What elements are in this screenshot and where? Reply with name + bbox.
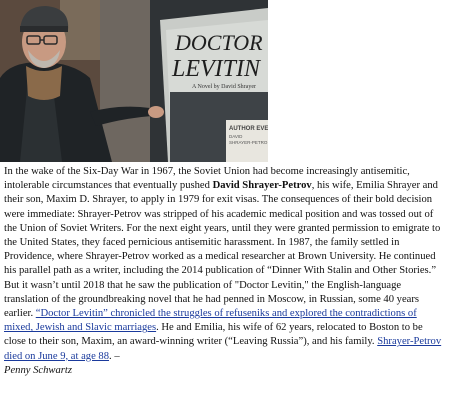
- poster-line3: SHRAYER-PETRO: [229, 140, 268, 145]
- text-after-link: . He and Emilia, his wife of 62 years, relocated to Boston to be close to their son, Maxim, an award-winning writer (“Leaving Russia”), and his family.: [4, 322, 423, 348]
- book-subtitle: A Novel by David Shrayer: [192, 84, 256, 90]
- subject-name: David Shrayer-Petrov: [212, 180, 312, 192]
- article-photo: [0, 0, 268, 162]
- book-title-line2: LEVITIN: [172, 56, 261, 82]
- article-body: [4, 165, 444, 378]
- book-title-line1: DOCTOR: [175, 30, 263, 55]
- photo-illustration: [0, 0, 268, 162]
- text-end: . –: [109, 350, 120, 362]
- byline: Penny Schwartz: [4, 364, 72, 376]
- obituary-link[interactable]: Shrayer-Petrov died on June 9, at age 88: [4, 336, 442, 362]
- article-paragraph: [4, 165, 444, 378]
- poster-heading: AUTHOR EVE: [229, 126, 268, 132]
- poster-line2: DAVID: [229, 134, 243, 139]
- text-main: , his wife, Emilia Shrayer and their son, Maxim D. Shrayer, to apply in 1979 for exit visas. The consequences of their bold decision were immediate: Shrayer-Petrov was stripped of his academic medical position and was tossed out of the Union of Soviet Writers. For the next eight years, until they were granted permission to emigrate to the United States, they faced pernicious antisemitic harassment. In 1987, the family settled in Providence, where Shrayer-Petrov worked as a medical researcher at Brown University. He continued his parallel path as a writer, including the 2014 publication of “Dinner With Stalin and Other Stories.” But it wasn’t until 2018 that he saw the publication of "Doctor Levitin," the English-language translation of the groundbreaking novel that he had penned in Moscow, in Russian, some 40 years earlier.: [4, 180, 441, 320]
- text-intro: In the wake of the Six-Day War in 1967, the Soviet Union had become increasingly antisemitic, intolerable circumstances that eventually pushed: [4, 166, 410, 192]
- doctor-levitin-link[interactable]: “Doctor Levitin” chronicled the struggles of refuseniks and explored the contradictions of mixed, Jewish and Slavic marriages: [4, 308, 417, 334]
